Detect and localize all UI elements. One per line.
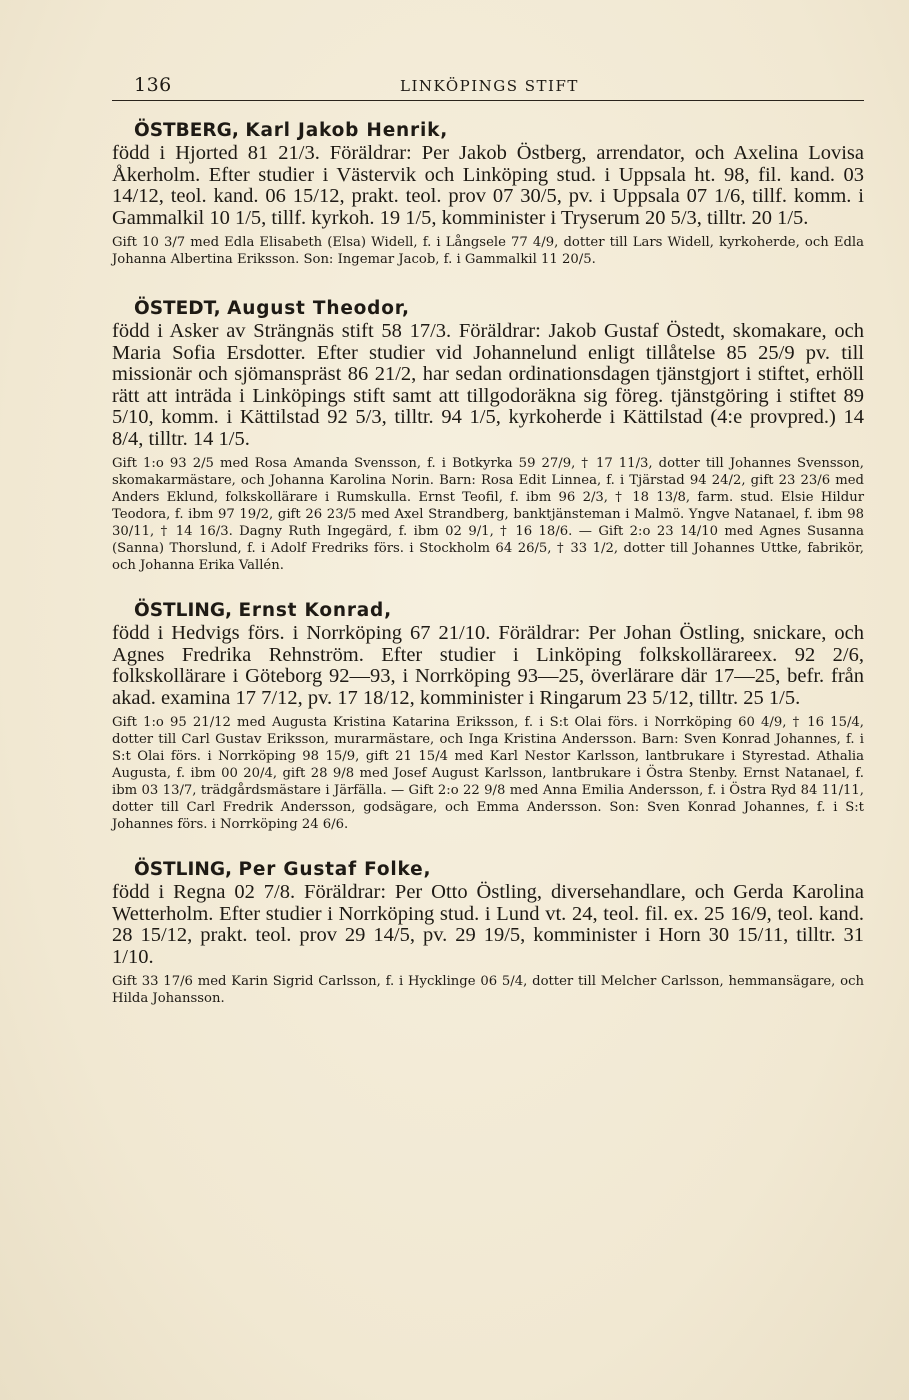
entry-family: Gift 1:o 95 21/12 med Augusta Kristina Katarina Eriksson, f. i S:t Olai förs. i Norrköping 60 4/9, † 16 15/4, dotter till Carl Gustav Eriksson, murarmästare, och Inga Kristina Andersson. Barn: Sven Konrad Johannes, f. i S:t Olai förs. i Norrköping 98 15/9, gift 21 15/4 med Karl Nestor Karlsson, lantbrukare i Styrestad. Athalia Augusta, f. ibm 00 20/4, gift 28 9/8 med Josef August Karlsson, lantbrukare i Östra Stenby. Ernst Natanael, f. ibm 03 13/7, trädgårdsmästare i Järfälla. — Gift 2:o 22 9/8 med Anna Emilia Andersson, f. i Östra Ryd 84 11/11, dotter till Carl Fredrik Andersson, godsägare, och Emma Andersson. Son: Sven Konrad Johannes, f. i S:t Johannes förs. i Norrköping 24 6/6. xyxy=(112,715,864,832)
entry-biography: född i Hedvigs förs. i Norrköping 67 21/10. Föräldrar: Per Johan Östling, snickare, och Agnes Fredrika Rehnström. Efter studier i Linköping folkskollärareex. 92 2/6, folkskollärare i Göteborg 92—93, i Norrköping 93—25, överlärare där 17—25, befr. från akad. examina 17 7/12, pv. 17 18/12, komminister i Ringarum 23 5/12, tilltr. 25 1/5. xyxy=(112,622,864,709)
entry-biography: född i Hjorted 81 21/3. Föräldrar: Per Jakob Östberg, arrendator, och Axelina Lovisa Åkerholm. Efter studier i Västervik och Linköping stud. i Uppsala ht. 98, fil. kand. 03 14/12, teol. kand. 06 15/12, prakt. teol. prov 07 30/5, pv. i Uppsala 07 1/6, tillf. komm. i Gammalkil 10 1/5, tillf. kyrkoh. 19 1/5, komminister i Tryserum 20 5/3, tilltr. 20 1/5. xyxy=(112,142,864,229)
entry-heading xyxy=(112,859,864,881)
running-title: LINKÖPINGS STIFT xyxy=(400,77,579,95)
biography-entry xyxy=(112,120,864,268)
entry-surname: ÖSTLING, xyxy=(134,859,233,880)
entry-family: Gift 1:o 93 2/5 med Rosa Amanda Svensson, f. i Botkyrka 59 27/9, † 17 11/3, dotter till Johannes Svensson, skomakarmästare, och Johanna Karolina Norin. Barn: Rosa Edit Linnea, f. i Tjärstad 94 24/2, gift 23 23/6 med Anders Eklund, folkskollärare i Rumskulla. Ernst Teofil, f. ibm 96 2/3, † 18 13/8, farm. stud. Elsie Hildur Teodora, f. ibm 97 19/2, gift 26 23/5 med Axel Strandberg, banktjänsteman i Malmö. Yngve Natanael, f. ibm 98 30/11, † 14 16/3. Dagny Ruth Ingegärd, f. ibm 02 9/1, † 16 18/6. — Gift 2:o 23 14/10 med Agnes Susanna (Sanna) Thorslund, f. i Adolf Fredriks förs. i Stockholm 64 26/5, † 33 1/2, dotter till Johannes Uttke, fabrikör, och Johanna Erika Vallén. xyxy=(112,456,864,573)
entry-family: Gift 33 17/6 med Karin Sigrid Carlsson, f. i Hycklinge 06 5/4, dotter till Melcher Carlsson, hemmansägare, och Hilda Johansson. xyxy=(112,974,864,1006)
page-content xyxy=(112,120,864,1027)
entry-given-names: Ernst Konrad, xyxy=(238,600,392,621)
entry-family: Gift 10 3/7 med Edla Elisabeth (Elsa) Widell, f. i Långsele 77 4/9, dotter till Lars Widell, kyrkoherde, och Edla Johanna Albertina Eriksson. Son: Ingemar Jacob, f. i Gammalkil 11 20/5. xyxy=(112,235,864,267)
entry-biography: född i Asker av Strängnäs stift 58 17/3. Föräldrar: Jakob Gustaf Östedt, skomakare, och Maria Sofia Ersdotter. Efter studier vid Johannelund enligt tillåtelse 85 25/9 pv. till missionär och sjömanspräst 86 21/2, har sedan ordinationsdagen tjänstgjort i stiftet, erhöll rätt att inträda i Linköpings stift samt att tillgodoräkna sig föreg. tjänstgöring i stiftet 89 5/10, komm. i Kättilstad 92 5/3, tilltr. 94 1/5, kyrkoherde i Kättilstad (4:e provpred.) 14 8/4, tilltr. 14 1/5. xyxy=(112,320,864,450)
entry-surname: ÖSTBERG, xyxy=(134,120,239,141)
entry-given-names: Karl Jakob Henrik, xyxy=(245,120,449,141)
entry-heading xyxy=(112,120,864,142)
biography-entry xyxy=(112,298,864,574)
page-header xyxy=(112,72,864,101)
entry-given-names: Per Gustaf Folke, xyxy=(238,859,432,880)
entry-surname: ÖSTEDT, xyxy=(134,298,221,319)
entry-given-names: August Theodor, xyxy=(227,298,410,319)
entry-surname: ÖSTLING, xyxy=(134,600,233,621)
entry-heading xyxy=(112,298,864,320)
biography-entry xyxy=(112,600,864,833)
entry-heading xyxy=(112,600,864,622)
entry-biography: född i Regna 02 7/8. Föräldrar: Per Otto Östling, diversehandlare, och Gerda Karolina Wetterholm. Efter studier i Norrköping stud. i Lund vt. 24, teol. fil. ex. 25 16/9, teol. kand. 28 15/12, prakt. teol. prov 29 14/5, pv. 29 19/5, komminister i Horn 30 15/11, tilltr. 31 1/10. xyxy=(112,881,864,968)
biography-entry xyxy=(112,859,864,1007)
page-number: 136 xyxy=(134,74,172,96)
